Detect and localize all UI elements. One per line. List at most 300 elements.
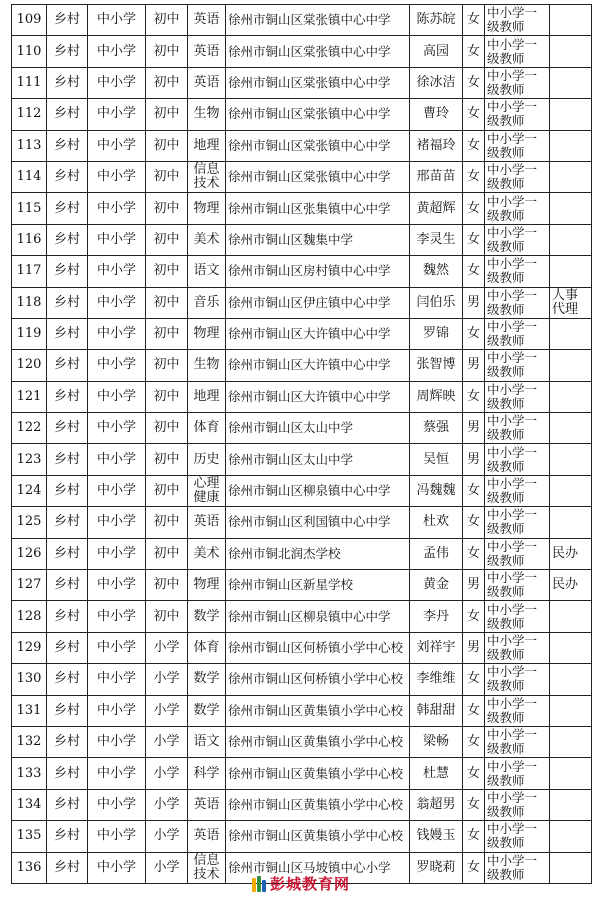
name-cell: 梁畅 <box>410 726 463 757</box>
level-cell: 中小学 <box>88 350 146 381</box>
subject-cell: 英语 <box>188 507 226 538</box>
row-number: 122 <box>12 413 47 444</box>
school-cell: 徐州市铜山区马坡镇中心小学 <box>226 852 410 883</box>
table-row <box>12 413 592 444</box>
name-cell: 张智博 <box>410 350 463 381</box>
stage-cell: 初中 <box>146 67 188 98</box>
title-cell: 中小学一级教师 <box>485 381 550 412</box>
gender-cell: 女 <box>463 130 485 161</box>
subject-cell: 英语 <box>188 789 226 820</box>
name-cell: 杜欢 <box>410 507 463 538</box>
row-number: 120 <box>12 350 47 381</box>
title-cell: 中小学一级教师 <box>485 758 550 789</box>
gender-cell: 女 <box>463 36 485 67</box>
row-number: 126 <box>12 538 47 569</box>
note-cell <box>550 224 592 255</box>
row-number: 123 <box>12 444 47 475</box>
name-cell: 周辉映 <box>410 381 463 412</box>
area-cell: 乡村 <box>47 350 88 381</box>
area-cell: 乡村 <box>47 695 88 726</box>
level-cell: 中小学 <box>88 444 146 475</box>
table-row <box>12 538 592 569</box>
name-cell: 闫伯乐 <box>410 287 463 318</box>
school-cell: 徐州市铜山区新星学校 <box>226 570 410 601</box>
stage-cell: 初中 <box>146 538 188 569</box>
stage-cell: 初中 <box>146 161 188 192</box>
title-cell: 中小学一级教师 <box>485 538 550 569</box>
stage-cell: 初中 <box>146 5 188 36</box>
level-cell: 中小学 <box>88 381 146 412</box>
table-row <box>12 695 592 726</box>
gender-cell: 男 <box>463 444 485 475</box>
row-number: 119 <box>12 318 47 349</box>
stage-cell: 初中 <box>146 570 188 601</box>
title-cell: 中小学一级教师 <box>485 726 550 757</box>
name-cell: 魏然 <box>410 256 463 287</box>
gender-cell: 女 <box>463 726 485 757</box>
subject-cell: 语文 <box>188 256 226 287</box>
level-cell: 中小学 <box>88 36 146 67</box>
row-number: 128 <box>12 601 47 632</box>
table-row <box>12 475 592 506</box>
title-cell: 中小学一级教师 <box>485 789 550 820</box>
name-cell: 韩甜甜 <box>410 695 463 726</box>
note-cell <box>550 318 592 349</box>
subject-cell: 体育 <box>188 632 226 663</box>
gender-cell: 男 <box>463 287 485 318</box>
school-cell: 徐州市铜山区棠张镇中心中学 <box>226 161 410 192</box>
name-cell: 吴恒 <box>410 444 463 475</box>
note-cell: 人事代理 <box>550 287 592 318</box>
name-cell: 冯魏魏 <box>410 475 463 506</box>
gender-cell: 男 <box>463 632 485 663</box>
name-cell: 褚福玲 <box>410 130 463 161</box>
watermark-logo <box>252 873 350 894</box>
note-cell: 民办 <box>550 570 592 601</box>
name-cell: 陈苏皖 <box>410 5 463 36</box>
subject-cell: 体育 <box>188 413 226 444</box>
level-cell: 中小学 <box>88 789 146 820</box>
row-number: 133 <box>12 758 47 789</box>
table-row <box>12 161 592 192</box>
stage-cell: 初中 <box>146 256 188 287</box>
stage-cell: 初中 <box>146 130 188 161</box>
gender-cell: 女 <box>463 193 485 224</box>
subject-cell: 英语 <box>188 67 226 98</box>
area-cell: 乡村 <box>47 570 88 601</box>
level-cell: 中小学 <box>88 507 146 538</box>
subject-cell: 语文 <box>188 726 226 757</box>
title-cell: 中小学一级教师 <box>485 99 550 130</box>
row-number: 136 <box>12 852 47 883</box>
area-cell: 乡村 <box>47 758 88 789</box>
table-row <box>12 193 592 224</box>
name-cell: 徐冰洁 <box>410 67 463 98</box>
area-cell: 乡村 <box>47 99 88 130</box>
gender-cell: 女 <box>463 821 485 852</box>
gender-cell: 女 <box>463 318 485 349</box>
gender-cell: 女 <box>463 381 485 412</box>
subject-cell: 英语 <box>188 821 226 852</box>
note-cell <box>550 381 592 412</box>
gender-cell: 女 <box>463 507 485 538</box>
stage-cell: 小学 <box>146 726 188 757</box>
books-icon <box>252 876 266 892</box>
gender-cell: 男 <box>463 570 485 601</box>
gender-cell: 女 <box>463 5 485 36</box>
subject-cell: 科学 <box>188 758 226 789</box>
row-number: 116 <box>12 224 47 255</box>
school-cell: 徐州市铜山区棠张镇中心中学 <box>226 99 410 130</box>
row-number: 111 <box>12 67 47 98</box>
table-row <box>12 36 592 67</box>
table-row <box>12 381 592 412</box>
area-cell: 乡村 <box>47 224 88 255</box>
row-number: 110 <box>12 36 47 67</box>
name-cell: 李维维 <box>410 664 463 695</box>
school-cell: 徐州市铜山区大许镇中心中学 <box>226 318 410 349</box>
title-cell: 中小学一级教师 <box>485 224 550 255</box>
row-number: 127 <box>12 570 47 601</box>
subject-cell: 数学 <box>188 695 226 726</box>
stage-cell: 初中 <box>146 601 188 632</box>
table-row <box>12 507 592 538</box>
name-cell: 李丹 <box>410 601 463 632</box>
stage-cell: 初中 <box>146 507 188 538</box>
name-cell: 蔡强 <box>410 413 463 444</box>
area-cell: 乡村 <box>47 821 88 852</box>
school-cell: 徐州市铜山区黄集镇小学中心校 <box>226 726 410 757</box>
title-cell: 中小学一级教师 <box>485 350 550 381</box>
area-cell: 乡村 <box>47 601 88 632</box>
subject-cell: 生物 <box>188 350 226 381</box>
stage-cell: 初中 <box>146 350 188 381</box>
area-cell: 乡村 <box>47 381 88 412</box>
note-cell <box>550 664 592 695</box>
school-cell: 徐州市铜山区柳泉镇中心中学 <box>226 601 410 632</box>
subject-cell: 地理 <box>188 381 226 412</box>
row-number: 109 <box>12 5 47 36</box>
table-row <box>12 570 592 601</box>
stage-cell: 小学 <box>146 695 188 726</box>
note-cell <box>550 36 592 67</box>
gender-cell: 女 <box>463 852 485 883</box>
row-number: 117 <box>12 256 47 287</box>
gender-cell: 女 <box>463 99 485 130</box>
teacher-list-table <box>11 4 592 884</box>
level-cell: 中小学 <box>88 475 146 506</box>
note-cell <box>550 5 592 36</box>
table-row <box>12 5 592 36</box>
gender-cell: 女 <box>463 538 485 569</box>
subject-cell: 信息技术 <box>188 852 226 883</box>
title-cell: 中小学一级教师 <box>485 664 550 695</box>
school-cell: 徐州市铜山区大许镇中心中学 <box>226 381 410 412</box>
school-cell: 徐州市铜山区黄集镇小学中心校 <box>226 758 410 789</box>
gender-cell: 女 <box>463 161 485 192</box>
row-number: 118 <box>12 287 47 318</box>
note-cell <box>550 632 592 663</box>
school-cell: 徐州市铜山区太山中学 <box>226 444 410 475</box>
row-number: 112 <box>12 99 47 130</box>
stage-cell: 小学 <box>146 632 188 663</box>
area-cell: 乡村 <box>47 444 88 475</box>
gender-cell: 男 <box>463 350 485 381</box>
school-cell: 徐州市铜山区魏集中学 <box>226 224 410 255</box>
row-number: 134 <box>12 789 47 820</box>
area-cell: 乡村 <box>47 632 88 663</box>
level-cell: 中小学 <box>88 413 146 444</box>
subject-cell: 数学 <box>188 601 226 632</box>
title-cell: 中小学一级教师 <box>485 287 550 318</box>
note-cell <box>550 601 592 632</box>
title-cell: 中小学一级教师 <box>485 601 550 632</box>
level-cell: 中小学 <box>88 130 146 161</box>
gender-cell: 女 <box>463 67 485 98</box>
subject-cell: 英语 <box>188 5 226 36</box>
school-cell: 徐州市铜山区棠张镇中心中学 <box>226 5 410 36</box>
row-number: 125 <box>12 507 47 538</box>
school-cell: 徐州市铜山区何桥镇小学中心校 <box>226 664 410 695</box>
area-cell: 乡村 <box>47 5 88 36</box>
school-cell: 徐州市铜山区黄集镇小学中心校 <box>226 695 410 726</box>
stage-cell: 初中 <box>146 413 188 444</box>
table-row <box>12 99 592 130</box>
name-cell: 罗锦 <box>410 318 463 349</box>
level-cell: 中小学 <box>88 99 146 130</box>
area-cell: 乡村 <box>47 161 88 192</box>
note-cell: 民办 <box>550 538 592 569</box>
table-row <box>12 632 592 663</box>
level-cell: 中小学 <box>88 161 146 192</box>
title-cell: 中小学一级教师 <box>485 130 550 161</box>
school-cell: 徐州市铜山区伊庄镇中心中学 <box>226 287 410 318</box>
stage-cell: 小学 <box>146 852 188 883</box>
note-cell <box>550 99 592 130</box>
level-cell: 中小学 <box>88 852 146 883</box>
area-cell: 乡村 <box>47 852 88 883</box>
level-cell: 中小学 <box>88 570 146 601</box>
note-cell <box>550 726 592 757</box>
level-cell: 中小学 <box>88 664 146 695</box>
name-cell: 曹玲 <box>410 99 463 130</box>
row-number: 131 <box>12 695 47 726</box>
name-cell: 翁超男 <box>410 789 463 820</box>
row-number: 113 <box>12 130 47 161</box>
level-cell: 中小学 <box>88 538 146 569</box>
row-number: 129 <box>12 632 47 663</box>
table-row <box>12 256 592 287</box>
row-number: 135 <box>12 821 47 852</box>
subject-cell: 物理 <box>188 193 226 224</box>
row-number: 121 <box>12 381 47 412</box>
note-cell <box>550 444 592 475</box>
name-cell: 黄超辉 <box>410 193 463 224</box>
school-cell: 徐州市铜山区太山中学 <box>226 413 410 444</box>
school-cell: 徐州市铜山区黄集镇小学中心校 <box>226 789 410 820</box>
title-cell: 中小学一级教师 <box>485 161 550 192</box>
school-cell: 徐州市铜山区柳泉镇中心中学 <box>226 475 410 506</box>
note-cell <box>550 130 592 161</box>
level-cell: 中小学 <box>88 256 146 287</box>
level-cell: 中小学 <box>88 5 146 36</box>
subject-cell: 音乐 <box>188 287 226 318</box>
subject-cell: 美术 <box>188 538 226 569</box>
level-cell: 中小学 <box>88 758 146 789</box>
area-cell: 乡村 <box>47 507 88 538</box>
watermark-text: 彭城教育网 <box>270 875 351 893</box>
name-cell: 杜慧 <box>410 758 463 789</box>
subject-cell: 历史 <box>188 444 226 475</box>
stage-cell: 初中 <box>146 193 188 224</box>
note-cell <box>550 161 592 192</box>
school-cell: 徐州市铜山区利国镇中心中学 <box>226 507 410 538</box>
level-cell: 中小学 <box>88 193 146 224</box>
name-cell: 刘祥宇 <box>410 632 463 663</box>
note-cell <box>550 758 592 789</box>
title-cell: 中小学一级教师 <box>485 318 550 349</box>
note-cell <box>550 852 592 883</box>
row-number: 114 <box>12 161 47 192</box>
school-cell: 徐州市铜山区黄集镇小学中心校 <box>226 821 410 852</box>
area-cell: 乡村 <box>47 475 88 506</box>
table-row <box>12 318 592 349</box>
gender-cell: 女 <box>463 695 485 726</box>
title-cell: 中小学一级教师 <box>485 444 550 475</box>
area-cell: 乡村 <box>47 256 88 287</box>
gender-cell: 女 <box>463 256 485 287</box>
title-cell: 中小学一级教师 <box>485 570 550 601</box>
gender-cell: 女 <box>463 789 485 820</box>
table-row <box>12 287 592 318</box>
title-cell: 中小学一级教师 <box>485 36 550 67</box>
note-cell <box>550 695 592 726</box>
subject-cell: 数学 <box>188 664 226 695</box>
stage-cell: 小学 <box>146 821 188 852</box>
stage-cell: 初中 <box>146 287 188 318</box>
stage-cell: 小学 <box>146 664 188 695</box>
note-cell <box>550 507 592 538</box>
title-cell: 中小学一级教师 <box>485 507 550 538</box>
table-row <box>12 67 592 98</box>
level-cell: 中小学 <box>88 318 146 349</box>
table-row <box>12 350 592 381</box>
note-cell <box>550 256 592 287</box>
subject-cell: 信息技术 <box>188 161 226 192</box>
level-cell: 中小学 <box>88 695 146 726</box>
row-number: 130 <box>12 664 47 695</box>
area-cell: 乡村 <box>47 413 88 444</box>
title-cell: 中小学一级教师 <box>485 193 550 224</box>
stage-cell: 初中 <box>146 224 188 255</box>
gender-cell: 女 <box>463 475 485 506</box>
stage-cell: 初中 <box>146 444 188 475</box>
gender-cell: 女 <box>463 664 485 695</box>
subject-cell: 物理 <box>188 318 226 349</box>
table-row <box>12 726 592 757</box>
name-cell: 钱嫚玉 <box>410 821 463 852</box>
level-cell: 中小学 <box>88 821 146 852</box>
school-cell: 徐州市铜山区大许镇中心中学 <box>226 350 410 381</box>
note-cell <box>550 821 592 852</box>
subject-cell: 生物 <box>188 99 226 130</box>
stage-cell: 初中 <box>146 99 188 130</box>
table-row <box>12 444 592 475</box>
school-cell: 徐州市铜山区何桥镇小学中心校 <box>226 632 410 663</box>
area-cell: 乡村 <box>47 726 88 757</box>
table-row <box>12 789 592 820</box>
gender-cell: 女 <box>463 224 485 255</box>
title-cell: 中小学一级教师 <box>485 852 550 883</box>
subject-cell: 心理健康 <box>188 475 226 506</box>
subject-cell: 物理 <box>188 570 226 601</box>
area-cell: 乡村 <box>47 789 88 820</box>
level-cell: 中小学 <box>88 726 146 757</box>
note-cell <box>550 789 592 820</box>
name-cell: 黄金 <box>410 570 463 601</box>
title-cell: 中小学一级教师 <box>485 695 550 726</box>
name-cell: 李灵生 <box>410 224 463 255</box>
area-cell: 乡村 <box>47 318 88 349</box>
title-cell: 中小学一级教师 <box>485 821 550 852</box>
title-cell: 中小学一级教师 <box>485 413 550 444</box>
subject-cell: 地理 <box>188 130 226 161</box>
school-cell: 徐州市铜山区房村镇中心中学 <box>226 256 410 287</box>
subject-cell: 英语 <box>188 36 226 67</box>
stage-cell: 小学 <box>146 758 188 789</box>
stage-cell: 小学 <box>146 789 188 820</box>
row-number: 115 <box>12 193 47 224</box>
gender-cell: 女 <box>463 601 485 632</box>
table-row <box>12 664 592 695</box>
area-cell: 乡村 <box>47 67 88 98</box>
name-cell: 罗晓莉 <box>410 852 463 883</box>
name-cell: 孟伟 <box>410 538 463 569</box>
title-cell: 中小学一级教师 <box>485 256 550 287</box>
level-cell: 中小学 <box>88 287 146 318</box>
row-number: 124 <box>12 475 47 506</box>
stage-cell: 初中 <box>146 318 188 349</box>
table-row <box>12 821 592 852</box>
school-cell: 徐州市铜山区棠张镇中心中学 <box>226 67 410 98</box>
school-cell: 徐州市铜山区张集镇中心中学 <box>226 193 410 224</box>
note-cell <box>550 475 592 506</box>
area-cell: 乡村 <box>47 538 88 569</box>
area-cell: 乡村 <box>47 36 88 67</box>
note-cell <box>550 350 592 381</box>
subject-cell: 美术 <box>188 224 226 255</box>
level-cell: 中小学 <box>88 601 146 632</box>
note-cell <box>550 413 592 444</box>
title-cell: 中小学一级教师 <box>485 632 550 663</box>
area-cell: 乡村 <box>47 664 88 695</box>
level-cell: 中小学 <box>88 224 146 255</box>
table-row <box>12 130 592 161</box>
table-row <box>12 758 592 789</box>
stage-cell: 初中 <box>146 36 188 67</box>
stage-cell: 初中 <box>146 475 188 506</box>
area-cell: 乡村 <box>47 130 88 161</box>
title-cell: 中小学一级教师 <box>485 5 550 36</box>
gender-cell: 女 <box>463 758 485 789</box>
school-cell: 徐州市铜北润杰学校 <box>226 538 410 569</box>
school-cell: 徐州市铜山区棠张镇中心中学 <box>226 36 410 67</box>
level-cell: 中小学 <box>88 67 146 98</box>
gender-cell: 男 <box>463 413 485 444</box>
table-row <box>12 601 592 632</box>
row-number: 132 <box>12 726 47 757</box>
name-cell: 邢苗苗 <box>410 161 463 192</box>
